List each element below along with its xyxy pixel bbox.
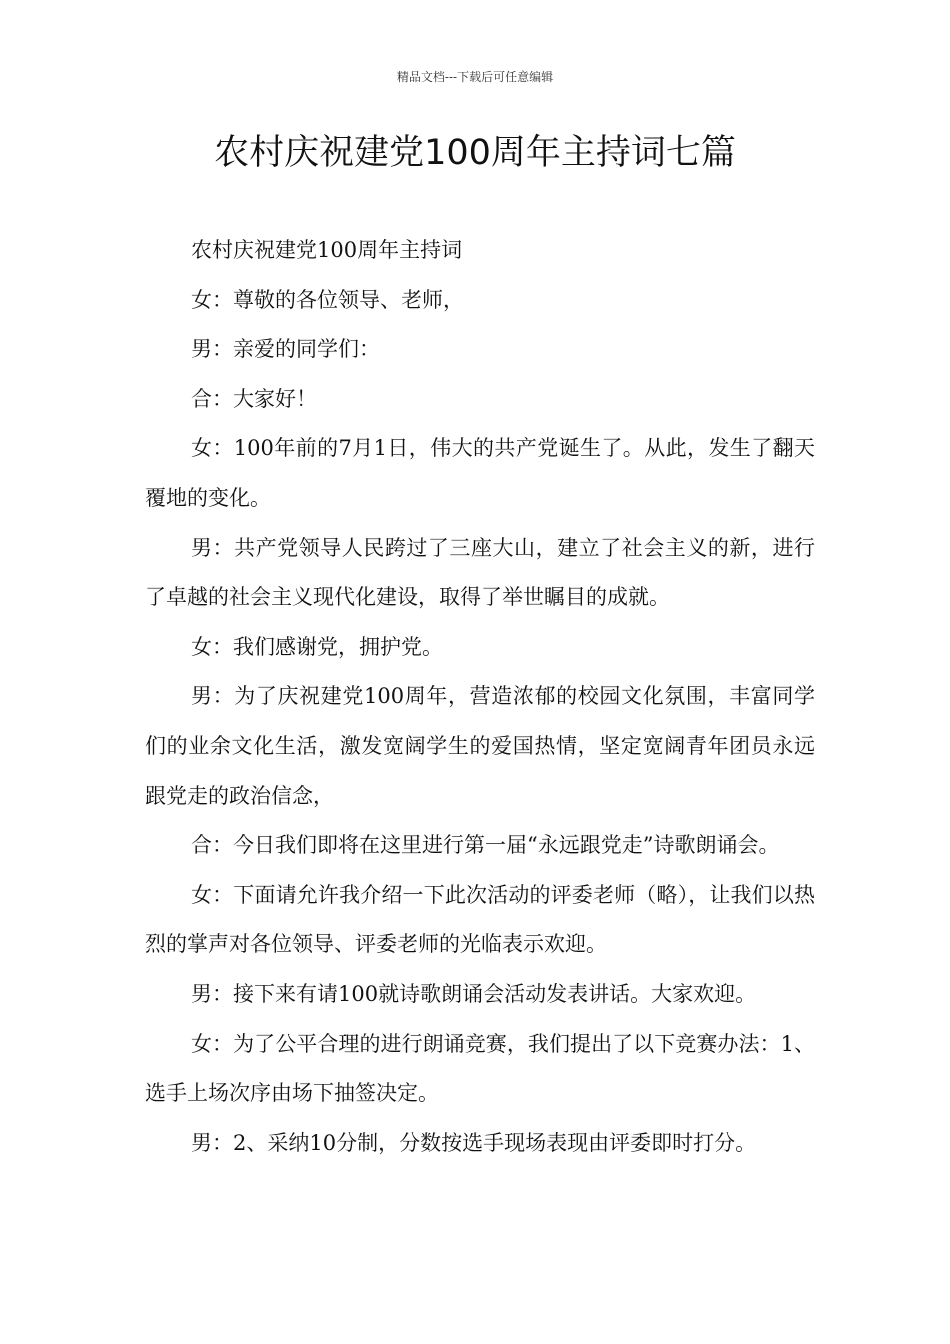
document-title: 农村庆祝建党100周年主持词七篇 xyxy=(214,133,736,173)
paragraph-11: 男：接下来有请100就诗歌朗诵会活动发表讲话。大家欢迎。 xyxy=(191,981,757,1006)
paragraph-10: 女：下面请允许我介绍一下此次活动的评委老师（略），让我们以热烈的掌声对各位领导、评委老师的光临表示欢迎。 xyxy=(145,882,815,957)
paragraph-5: 女：100年前的7月1日，伟大的共产党诞生了。从此，发生了翻天覆地的变化。 xyxy=(145,436,815,510)
header-note: 精品文档---下载后可任意编辑 xyxy=(396,70,554,84)
paragraph-6: 男：共产党领导人民跨过了三座大山，建立了社会主义的新，进行了卓越的社会主义现代化建设，取得了举世瞩目的成就。 xyxy=(145,535,815,610)
paragraph-4: 合：大家好！ xyxy=(191,386,317,411)
paragraph-13: 男：2、采纳10分制，分数按选手现场表现由评委即时打分。 xyxy=(191,1130,757,1155)
document-body xyxy=(145,226,815,1168)
paragraph-12: 女：为了公平合理的进行朗诵竞赛，我们提出了以下竞赛办法：1、选手上场次序由场下抽签决定。 xyxy=(145,1031,815,1106)
paragraph-1: 农村庆祝建党100周年主持词 xyxy=(191,238,463,262)
paragraph-3: 男：亲爱的同学们： xyxy=(191,337,380,362)
paragraph-7: 女：我们感谢党，拥护党。 xyxy=(191,634,443,659)
paragraph-9: 合：今日我们即将在这里进行第一届“永远跟党走”诗歌朗诵会。 xyxy=(191,833,780,858)
paragraph-2: 女：尊敬的各位领导、老师， xyxy=(191,287,464,312)
paragraph-8: 男：为了庆祝建党100周年，营造浓郁的校园文化氛围，丰富同学们的业余文化生活，激发宽阔学生的爱国热情，坚定宽阔青年团员永远跟党走的政治信念， xyxy=(145,684,815,808)
